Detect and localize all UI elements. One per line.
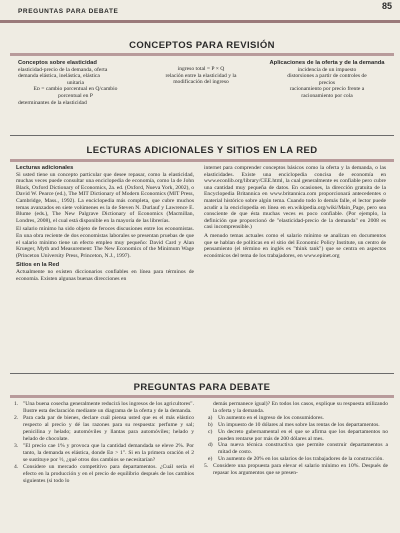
- concept-line: ingreso total = P × Q: [177, 66, 225, 72]
- section-rule: [10, 159, 394, 162]
- subquestion-item: [208, 429, 388, 442]
- concept-line: racionamiento por cola: [301, 92, 353, 99]
- subquestion-item: [208, 415, 388, 422]
- subquestion-item: [208, 456, 388, 463]
- running-title: PREGUNTAS PARA DEBATE: [18, 8, 119, 15]
- concepts-column-2: [142, 66, 260, 86]
- readings-paragraph: internet para comprender conceptos básicos como la oferta y la demanda, o las elasticidades. Existe una enciclopedia concisa de economía en www.econlib.org/library/CEE.html, la cual generalmente es confiable pero cubre una cantidad muy pequeña de datos. En ocasiones, la dirección gratuita de la Encyclopedia Britannica en www.britannica.com proporcionará antecedentes o material histórico sobre algún tema. Cuando todo lo demás falle, el lector puede acudir a la enciclopedia en línea en en.wikipedia.org/wiki/Main_Page, pero sea consciente de que ésta muchas veces es poco confiable. (Por ejemplo, la definición que proporcionó de "elasticidad-precio de la demanda" en 2008 es casi incomprensible.): [204, 165, 386, 231]
- section-rule: [10, 395, 394, 398]
- question-item: [204, 463, 388, 476]
- question-number: 2.: [14, 415, 19, 422]
- concept-line: elasticidad-precio de la demanda, oferta: [18, 66, 108, 73]
- readings-right-column: [204, 165, 386, 261]
- readings-heading: Lecturas adicionales: [16, 165, 74, 171]
- concept-line: Eᴅ = cambio porcentual en Q/cambio: [33, 86, 118, 93]
- page-number: 85: [381, 1, 392, 11]
- subquestion-text: Una nueva técnica constructiva que permite construir departamentos a mitad de costo.: [218, 442, 388, 455]
- concept-line: unitaria: [66, 79, 85, 86]
- concepts-heading-applications: Aplicaciones de la oferta y de la demanda: [269, 60, 385, 66]
- question-item: [14, 443, 194, 463]
- subquestion-item: [208, 442, 388, 455]
- questions-left-column: [14, 401, 194, 485]
- subquestion-letter: c): [208, 428, 213, 435]
- header-rule: [0, 20, 400, 23]
- question-item: [14, 464, 194, 484]
- section-title-conceptos: CONCEPTOS PARA REVISIÓN: [129, 40, 275, 51]
- question-number: 3.: [14, 443, 19, 450]
- running-header: [0, 0, 400, 22]
- subquestion-text: Un decreto gubernamental en el que se afirma que los departamentos no pueden rentarse por más de 200 dólares al mes.: [218, 428, 388, 442]
- section-rule: [10, 53, 394, 56]
- indent-spacer: [204, 401, 213, 414]
- concepts-column-1: [18, 60, 133, 106]
- subquestion-text: Un aumento en el ingreso de los consumidores.: [218, 415, 324, 422]
- section-divider: [10, 135, 394, 136]
- readings-paragraph: Actualmente no existen diccionarios confiables en línea para términos de economía. Existen algunas buenas direcciones en: [16, 268, 194, 282]
- question-text: "El precio cae 1% y provoca que la cantidad demandada se eleve 2%. Por tanto, la demanda es elástica, donde Eᴅ > 1". Si en la primera oración el 2 se sustituye por ½, ¿qué otros dos cambios se necesitarían?: [23, 443, 194, 463]
- readings-paragraph: A menudo temas actuales como el salario mínimo se analizan en documentos que se hablan de políticas en el sitio del Economic Policy Institute, un centro de pensamiento (el término en inglés es "think tank") que se centra en aspectos económicos del tema de los trabajadores, en www.epinet.org: [204, 232, 386, 259]
- question-text: demás permanece igual)? En todos los casos, explique su respuesta utilizando la oferta y la demanda.: [213, 401, 388, 414]
- question-number: 4.: [14, 464, 19, 471]
- concept-line: racionamiento por precio frente a: [289, 86, 365, 93]
- section-title-lecturas: LECTURAS ADICIONALES Y SITIOS EN LA RED: [86, 145, 318, 156]
- question-text: Considere una propuesta para elevar el salario mínimo en 10%. Después de repasar los argumentos que se presen-: [213, 463, 388, 477]
- concept-line: incidencia de un impuesto: [297, 66, 357, 73]
- question-number: 5.: [204, 463, 209, 470]
- question-item: [14, 415, 194, 442]
- concept-line: relación entre la elasticidad y la: [165, 72, 237, 79]
- concept-line: demanda elástica, inelástica, elástica: [18, 73, 100, 80]
- subquestion-letter: d): [208, 442, 213, 449]
- subquestion-text: Un aumento de 20% en los salarios de los trabajadores de la construcción.: [218, 455, 384, 462]
- concept-line: precios: [318, 79, 336, 86]
- section-title-preguntas: PREGUNTAS PARA DEBATE: [133, 382, 271, 393]
- concept-line: determinantes de la elasticidad: [18, 99, 87, 106]
- subquestion-item: [208, 422, 388, 429]
- question-text: Para cada par de bienes, declare cuál piensa usted que es el más elástico respecto al precio y dé las razones para su respuesta: perfume y sal; penicilina y helado; automóviles y llantas para automóviles; helado y helado de chocolate.: [23, 415, 194, 442]
- readings-paragraph: El salario mínimo ha sido objeto de feroces discusiones entre los economistas. En una obra reciente de dos economistas laborales se presentan pruebas de que el salario mínimo tiene un efecto empleo muy pequeño: David Card y Alan Krueger, Myth and Measurement: The New Economics of the Minimum Wage (Princeton University Press, Princeton, N.J., 1997).: [16, 226, 194, 259]
- concept-line: distorsiones a partir de controles de: [287, 73, 367, 80]
- concepts-column-3: [268, 60, 386, 100]
- question-text: "Una buena cosecha generalmente reducirá los ingresos de los agricultores". Ilustre esta declaración mediante un diagrama de la oferta y de la demanda.: [23, 401, 194, 414]
- question-item: [14, 401, 194, 414]
- concept-line: porcentual en P: [58, 92, 93, 99]
- subquestion-letter: b): [208, 422, 213, 429]
- concept-line: modificación del ingreso: [173, 79, 229, 86]
- question-number: 1.: [14, 401, 19, 407]
- websites-heading: Sitios en la Red: [16, 262, 60, 269]
- readings-left-column: [16, 165, 194, 284]
- question-continuation: [204, 401, 388, 414]
- subquestion-letter: a): [208, 415, 213, 422]
- questions-right-column: [204, 401, 388, 478]
- concepts-heading-elasticity: Conceptos sobre elasticidad: [18, 60, 97, 66]
- question-text: Considere un mercado competitivo para departamentos. ¿Cuál sería el efecto en la producción y en el precio de equilibrio después de los cambios siguientes (si todo lo: [23, 464, 194, 484]
- subquestion-letter: e): [208, 455, 213, 462]
- subquestion-text: Un impuesto de 10 dólares al mes sobre las rentas de los departamentos.: [218, 422, 380, 429]
- section-divider: [10, 373, 394, 374]
- readings-paragraph: Si usted tiene un concepto particular que desee repasar, como la elasticidad, muchas veces puede consultar una enciclopedia de economía, como la de John Black, Oxford Dictionary of Economics, 2a. ed. (Oxford, Nueva York, 2002), o David W. Pearce (ed.), The MIT Dictionary of Modern Economics (MIT Press, Cambridge, Mass., 1992). La enciclopedia más completa, que cubre muchos temas avanzados en siete volúmenes es la de Steven N. Durlauf y Lawrence E. Blume (eds.), The New Palgrave Dictionary of Economics (Macmillan, Londres, 2008), el cual está disponible en la mayoría de las librerías.: [16, 171, 194, 224]
